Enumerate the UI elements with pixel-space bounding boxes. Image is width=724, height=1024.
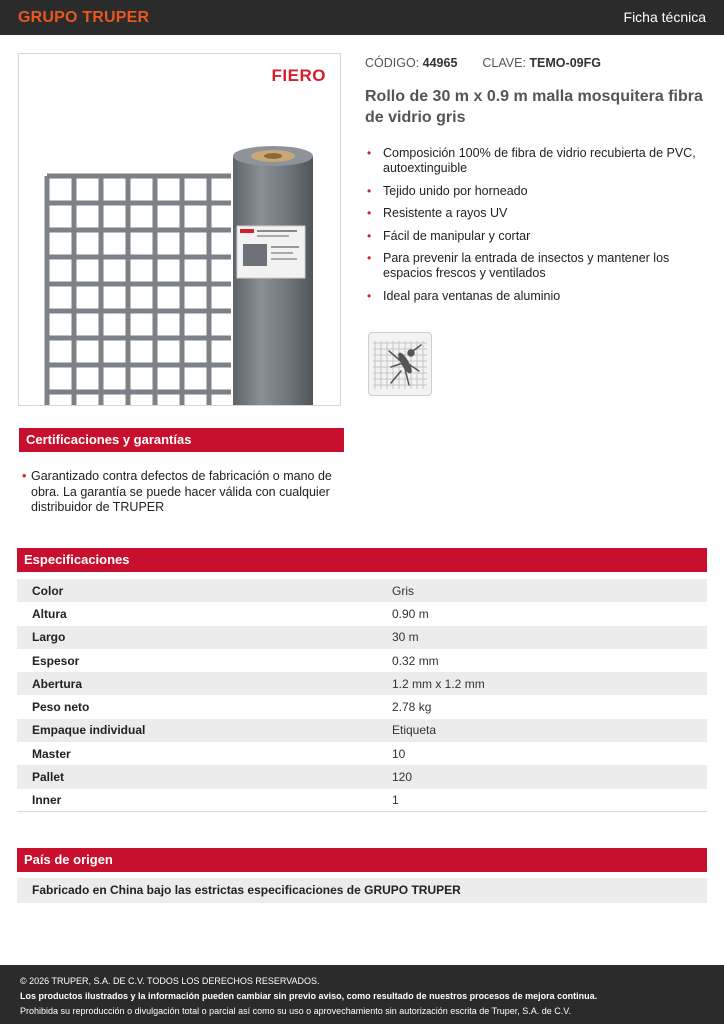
- mesh-roll-illustration: [19, 54, 341, 406]
- brand-logo: GRUPO TRUPER: [18, 9, 150, 26]
- table-row: Pallet 120: [17, 765, 707, 788]
- key-value: TEMO-09FG: [529, 56, 601, 70]
- footer: [0, 965, 724, 1024]
- feature-item: • Ideal para ventanas de aluminio: [367, 288, 561, 303]
- table-row: Largo 30 m: [17, 626, 707, 649]
- code-line: [365, 56, 601, 70]
- fiero-logo: FIERO: [271, 66, 326, 85]
- specifications-table: [17, 579, 707, 812]
- sheet-title: Ficha técnica: [623, 9, 706, 25]
- feature-item: • Fácil de manipular y cortar: [367, 228, 531, 243]
- feature-item: • Tejido unido por horneado: [367, 183, 528, 198]
- table-row: Empaque individual Etiqueta: [17, 719, 707, 742]
- product-title: Rollo de 30 m x 0.9 m malla mosquitera fibra de vidrio gris: [365, 88, 703, 126]
- certifications-text: • Garantizado contra defectos de fabricación o mano de obra. La garantía se puede hacer válida con cualquier distribuidor de TRUPER: [22, 469, 332, 514]
- table-row: Peso neto 2.78 kg: [32, 700, 432, 715]
- key-label: CLAVE:: [482, 56, 526, 70]
- product-image: [18, 53, 341, 406]
- table-row: Altura 0.90 m: [32, 606, 429, 621]
- table-row: Color Gris: [17, 579, 707, 602]
- top-bar: [0, 0, 724, 35]
- table-row: Inner 1: [17, 789, 707, 812]
- feature-item: • Composición 100% de fibra de vidrio recubierta de PVC, autoextinguible: [367, 146, 696, 175]
- table-row: Espesor 0.32 mm: [32, 653, 439, 668]
- code-label: CÓDIGO:: [365, 56, 420, 70]
- footer-copyright: © 2026 TRUPER, S.A. DE C.V. TODOS LOS DERECHOS RESERVADOS.: [20, 976, 320, 986]
- mesh-grid: [47, 176, 231, 406]
- table-row: Abertura 1.2 mm x 1.2 mm: [17, 672, 707, 695]
- feature-item: • Resistente a rayos UV: [367, 206, 508, 220]
- feature-item: • Para prevenir la entrada de insectos y mantener los espacios frescos y ventilados: [367, 251, 670, 280]
- origin-text: Fabricado en China bajo las estrictas especificaciones de GRUPO TRUPER: [17, 878, 707, 903]
- certifications-heading: Certificaciones y garantías: [19, 428, 344, 452]
- footer-legal: Prohibida su reproducción o divulgación total o parcial así como su uso o aprovechamiento sin autorización escrita de Truper, S.A. de C.V.: [20, 1006, 571, 1016]
- feature-list: [365, 146, 705, 311]
- origin-heading: País de origen: [17, 848, 707, 872]
- code-value: 44965: [422, 56, 458, 70]
- footer-notice: Los productos ilustrados y la información pueden cambiar sin previo aviso, como resultado de nuestros procesos de mejora continua.: [20, 991, 598, 1001]
- mosquito-net-icon: [368, 332, 432, 396]
- specifications-heading: Especificaciones: [17, 548, 707, 572]
- table-row: Master 10: [32, 746, 406, 761]
